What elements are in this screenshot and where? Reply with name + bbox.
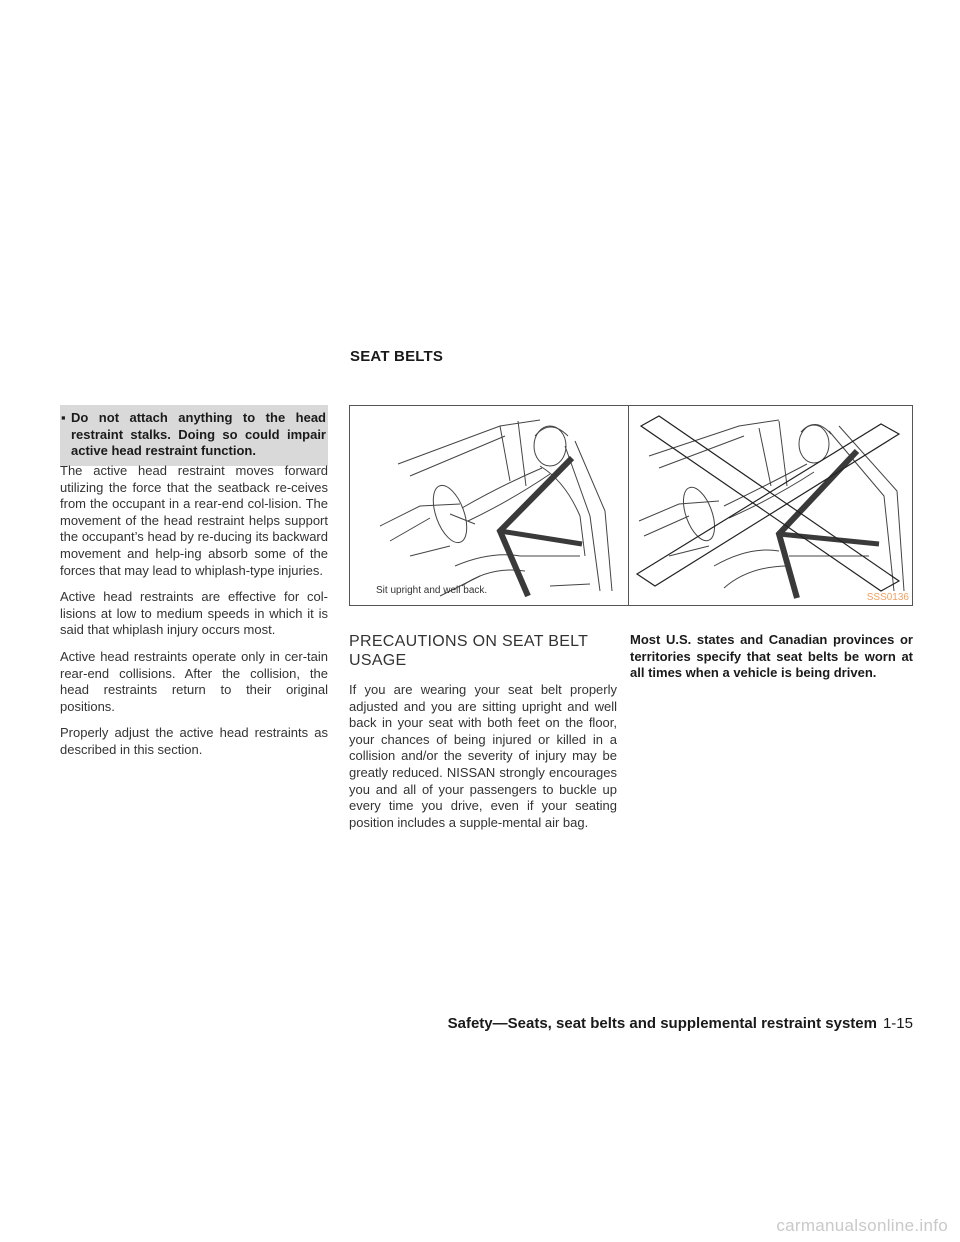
precautions-heading: PRECAUTIONS ON SEAT BELT USAGE [349, 633, 588, 669]
precautions-column [349, 632, 617, 831]
warning-text: Do not attach anything to the head restraint stalks. Doing so could impair active head restraint function. [71, 410, 326, 458]
chapter-title: Safety—Seats, seat belts and supplemental restraint system [447, 1015, 877, 1032]
paragraph-operation: Active head restraints operate only in cer-tain rear-end collisions. After the collision, the head restraints return to their original positions. [60, 648, 328, 714]
section-title: SEAT BELTS [350, 348, 444, 365]
correct-posture-illustration [350, 406, 628, 605]
figure-caption: Sit upright and well back. [376, 585, 488, 596]
warning-box [60, 405, 328, 466]
paragraph-effectiveness: Active head restraints are effective for col-lisions at low to medium speeds in which it is said that whiplash injury occurs most. [60, 589, 328, 638]
page-footer [420, 1015, 913, 1032]
legal-note-column [630, 632, 913, 682]
seat-belt-illustration [349, 405, 913, 606]
figure-code: SSS0136 [866, 592, 909, 603]
precautions-body: If you are wearing your seat belt properly adjusted and you are sitting upright and well back in your seat with both feet on the floor, your chances of being injured or killed in a collision and/or the severity of injury may be greatly reduced. NISSAN strongly encourages you and all of your passengers to buckle up every time you drive, even if your seating position includes a supple-mental air bag. [349, 682, 617, 830]
watermark: carmanualsonline.info [776, 1216, 948, 1235]
bullet-icon: ▪ [61, 410, 66, 425]
legal-note: Most U.S. states and Canadian provinces or territories specify that seat belts be worn at all times when a vehicle is being driven. [630, 632, 913, 681]
paragraph-adjust: Properly adjust the active head restraints as described in this section. [60, 725, 328, 757]
incorrect-posture-illustration [629, 406, 913, 605]
warning-item [60, 410, 328, 460]
page-number: 1-15 [882, 1015, 913, 1032]
left-column [60, 463, 328, 769]
paragraph-active-head-restraint: The active head restraint moves forward utilizing the force that the seatback re-ceives from the occupant in a rear-end col-lision. The movement of the head restraint helps support the occupant’s head by re-ducing its backward movement and help-ing absorb some of the forces that may lead to whiplash-type injuries. [60, 463, 328, 578]
